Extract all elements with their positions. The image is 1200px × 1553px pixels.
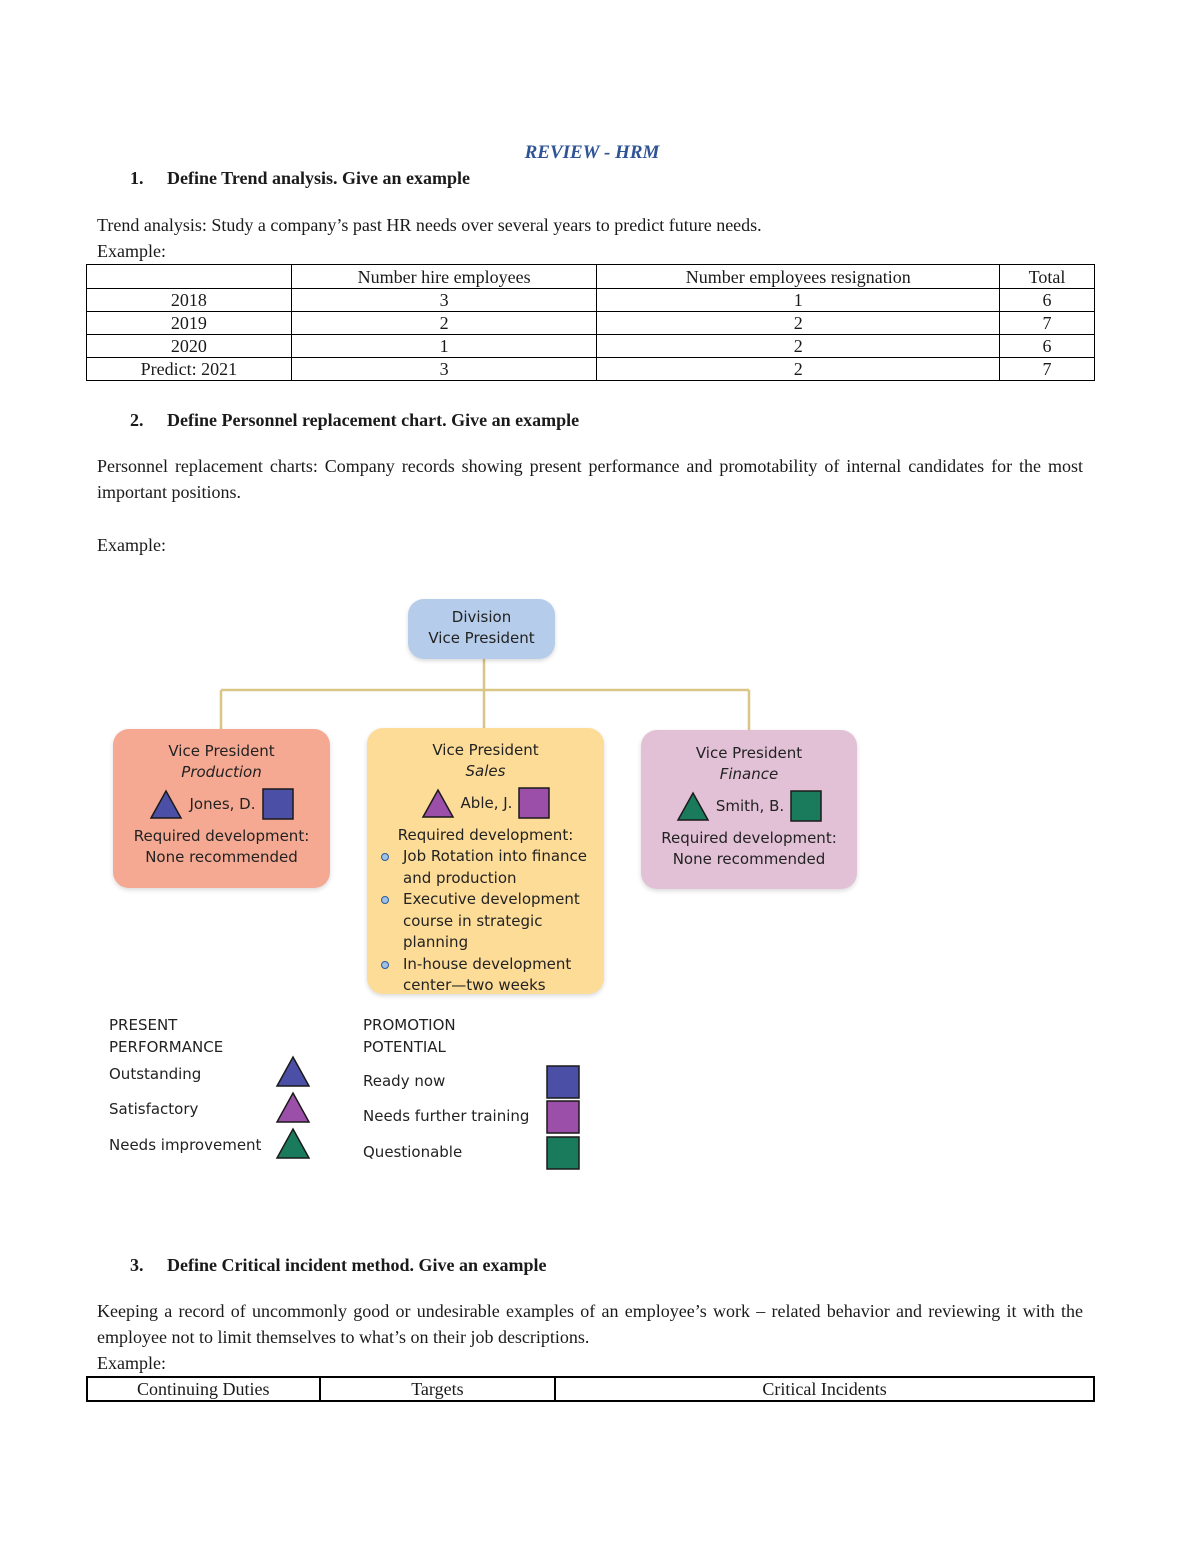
list-item: [379, 954, 604, 997]
section-2-definition: Personnel replacement charts: Company records showing present performance and promotability of internal candidates for the most important positions.: [97, 456, 1083, 502]
table-cell: 2018: [87, 289, 292, 312]
triangle-satisfactory-icon: [421, 788, 455, 818]
production-vp-person: [113, 788, 330, 820]
legend-needs-training-square-icon: [546, 1100, 580, 1134]
list-item-line: and production: [403, 868, 517, 887]
section-2-heading-text: Define Personnel replacement chart. Give an example: [167, 410, 580, 430]
finance-vp-name: Smith, B.: [715, 797, 785, 815]
legend-satisfactory-label: Satisfactory: [109, 1100, 199, 1118]
table-cell: 3: [291, 358, 597, 381]
finance-vp-dept: Finance: [719, 765, 779, 783]
production-vp-req-value: None recommended: [145, 848, 298, 866]
section-3-example-label: Example:: [97, 1353, 166, 1373]
production-vp-box: [113, 729, 330, 888]
table-cell: 2: [597, 312, 1000, 335]
list-item-line: course in strategic planning: [403, 911, 543, 951]
table-cell: 2: [597, 358, 1000, 381]
legend-performance-title: [109, 1014, 223, 1058]
sales-vp-box: [367, 728, 604, 994]
table-cell: Predict: 2021: [87, 358, 292, 381]
table-cell: 2020: [87, 335, 292, 358]
triangle-outstanding-icon: [149, 789, 183, 819]
production-vp-req-label: Required development:: [133, 827, 310, 845]
sales-vp-person: [367, 787, 604, 819]
legend-satisfactory-triangle-icon: [275, 1091, 311, 1124]
sales-vp-name: Able, J.: [460, 794, 513, 812]
table-header-cell: Number employees resignation: [597, 265, 1000, 289]
section-2-number: 2.: [130, 410, 144, 430]
division-vp-line2: Vice President: [428, 629, 535, 647]
list-item: [379, 846, 604, 889]
table-header-row: [87, 1377, 1094, 1401]
legend-potential-title: [363, 1014, 456, 1058]
table-header-cell: Total: [1000, 265, 1095, 289]
finance-vp-person: [641, 790, 857, 822]
legend-title-line: PROMOTION: [363, 1016, 456, 1034]
table-header-cell: Critical Incidents: [555, 1377, 1094, 1401]
production-vp-title: Vice President: [168, 742, 275, 760]
sales-vp-development-list: [367, 846, 604, 997]
section-3-heading: [130, 1255, 546, 1276]
legend-needs-training-label: Needs further training: [363, 1107, 530, 1125]
table-cell: 2019: [87, 312, 292, 335]
table-cell: 1: [291, 335, 597, 358]
legend-needs-improvement-label: Needs improvement: [109, 1136, 262, 1154]
section-3-heading-text: Define Critical incident method. Give an example: [167, 1255, 547, 1275]
legend-ready-now-square-icon: [546, 1065, 580, 1099]
table-header-cell: Number hire employees: [291, 265, 597, 289]
section-1-example-label: Example:: [97, 241, 166, 261]
production-vp-name: Jones, D.: [189, 795, 256, 813]
list-item-line: Executive development: [403, 890, 580, 908]
sales-vp-dept: Sales: [465, 762, 506, 780]
table-cell: 3: [291, 289, 597, 312]
section-1-heading-text: Define Trend analysis. Give an example: [167, 168, 471, 188]
section-1-definition: Trend analysis: Study a company’s past HR needs over several years to predict future needs.: [97, 215, 762, 235]
division-vp-box: [408, 599, 555, 659]
section-3-number: 3.: [130, 1255, 144, 1275]
legend-questionable-label: Questionable: [363, 1143, 463, 1161]
section-1-number: 1.: [130, 168, 144, 188]
list-item-line: center—two weeks: [403, 976, 546, 994]
triangle-needs-improvement-icon: [676, 791, 710, 821]
legend-outstanding-label: Outstanding: [109, 1065, 202, 1083]
table-header-cell: Targets: [320, 1377, 556, 1401]
legend-needs-improvement-triangle-icon: [275, 1127, 311, 1160]
table-cell: 1: [597, 289, 1000, 312]
finance-vp-box: [641, 730, 857, 889]
production-vp-dept: Production: [181, 763, 262, 781]
list-item: [379, 889, 604, 954]
legend-questionable-square-icon: [546, 1136, 580, 1170]
table-cell: 7: [1000, 312, 1095, 335]
list-item-line: Job Rotation into finance: [403, 847, 588, 865]
section-3-definition: Keeping a record of uncommonly good or undesirable examples of an employee’s work – related behavior and reviewing it with the employee not to limit themselves to what’s on their job descriptions.: [97, 1301, 1083, 1347]
document-title: REVIEW - HRM: [524, 142, 660, 163]
critical-incident-table: [86, 1376, 1095, 1402]
finance-vp-req-value: None recommended: [672, 850, 826, 868]
list-item-line: In-house development: [403, 954, 572, 973]
table-cell: 2: [291, 312, 597, 335]
table-header-cell: Continuing Duties: [87, 1377, 320, 1401]
legend-ready-now-label: Ready now: [363, 1072, 446, 1090]
legend-title-line: POTENTIAL: [363, 1038, 446, 1056]
legend-title-line: PERFORMANCE: [109, 1038, 224, 1056]
sales-vp-title: Vice President: [432, 741, 539, 759]
table-cell: 7: [1000, 358, 1095, 381]
finance-vp-title: Vice President: [695, 744, 803, 762]
sales-vp-req-label: Required development:: [397, 826, 574, 844]
square-ready-now-icon: [262, 788, 294, 820]
legend-title-line: PRESENT: [109, 1016, 178, 1034]
division-vp-line1: Division: [451, 608, 512, 626]
table-cell: 6: [1000, 335, 1095, 358]
square-needs-training-icon: [518, 787, 550, 819]
square-questionable-icon: [790, 790, 822, 822]
table-cell: 2: [597, 335, 1000, 358]
legend-outstanding-triangle-icon: [275, 1055, 311, 1088]
finance-vp-req-label: Required development:: [661, 829, 837, 847]
table-cell: 6: [1000, 289, 1095, 312]
section-2-example-label: Example:: [97, 535, 166, 555]
